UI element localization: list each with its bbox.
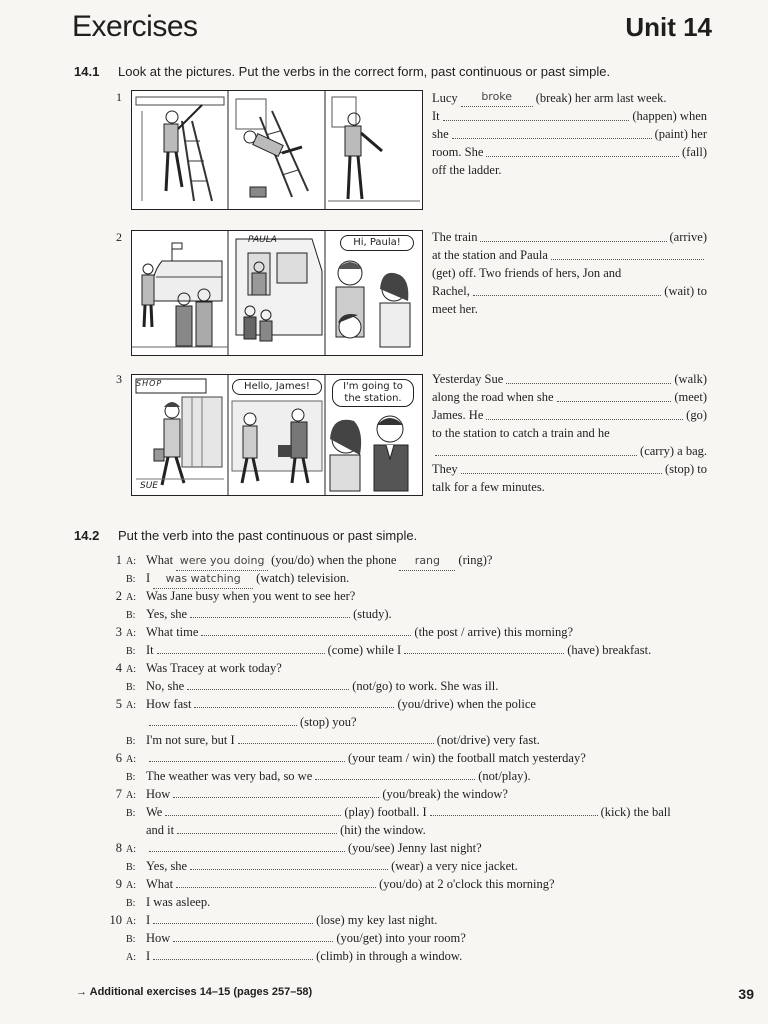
dialogue-text: (come) while I: [327, 643, 402, 657]
story-text: The train: [432, 230, 478, 244]
speaker-label: B:: [126, 862, 136, 873]
dialogue-row: [108, 551, 708, 569]
dialogue-row: [108, 803, 708, 821]
dialogue-text: (lose) my key last night.: [316, 913, 438, 927]
story-text: (go): [686, 408, 707, 422]
dialogue-text: (the post / arrive) this morning?: [414, 625, 574, 639]
story-text: (meet): [674, 390, 707, 404]
speaker-label: B:: [126, 934, 136, 945]
exercise-number: 14.1: [74, 64, 100, 79]
story-text: Rachel,: [432, 284, 470, 298]
story-text: It: [432, 109, 440, 123]
story-text: Lucy: [432, 91, 458, 105]
story-line: [432, 161, 707, 179]
dialogue-text: I: [146, 949, 151, 963]
question-number: 5: [115, 697, 122, 711]
speech-bubble: Hello, James!: [232, 379, 322, 395]
answer-blank[interactable]: [190, 605, 350, 618]
story-text: (arrive): [669, 230, 707, 244]
dialogue-text: (stop) you?: [300, 715, 357, 729]
answer-example: was watching: [153, 570, 253, 589]
answer-blank[interactable]: [201, 623, 411, 636]
dialogue-row: [108, 731, 708, 749]
dialogue-text: What: [146, 877, 174, 891]
answer-blank[interactable]: [473, 294, 661, 296]
dialogue-text: How: [146, 931, 171, 945]
speech-bubble: I'm going to the station.: [332, 379, 414, 407]
shop-sign: SHOP: [136, 379, 163, 388]
story-line: [432, 370, 707, 388]
story-line: [432, 388, 707, 406]
picture-strip-3: [131, 374, 423, 496]
dialogue-row: [108, 623, 708, 641]
story-line: [432, 424, 707, 442]
dialogue-text: I: [146, 571, 151, 585]
answer-blank[interactable]: [404, 641, 564, 654]
dialogue-text: I was asleep.: [146, 895, 211, 909]
answer-blank[interactable]: [149, 839, 345, 852]
dialogue-text: The weather was very bad, so we: [146, 769, 313, 783]
speaker-label: A:: [126, 952, 136, 963]
speaker-label: A:: [126, 844, 136, 855]
story-line: [432, 143, 707, 161]
dialogue-row: [108, 749, 708, 767]
speaker-label: B:: [126, 682, 136, 693]
dialogue-row: [108, 929, 708, 947]
dialogue-text: (hit) the window.: [340, 823, 426, 837]
story-text: she: [432, 127, 449, 141]
story-text: They: [432, 462, 458, 476]
answer-blank[interactable]: [443, 119, 630, 121]
answer-blank[interactable]: [157, 641, 325, 654]
speaker-label: B:: [126, 808, 136, 819]
answer-blank[interactable]: [461, 472, 662, 474]
dialogue-text: (not/play).: [478, 769, 531, 783]
story-text: talk for a few minutes.: [432, 480, 545, 494]
question-number: 8: [115, 841, 122, 855]
story-line: [432, 107, 707, 125]
dialogue-text: (you/drive) when the police: [397, 697, 536, 711]
story-line: [432, 300, 707, 318]
unit-label: Unit 14: [625, 12, 712, 42]
question-number: 2: [115, 589, 122, 603]
dialogue-row: [108, 695, 708, 713]
picture-strip-1: [131, 90, 423, 210]
dialogue-row: [108, 569, 708, 587]
additional-exercises-link[interactable]: → Additional exercises 14–15 (pages 257–58): [76, 986, 313, 998]
answer-blank[interactable]: [430, 803, 598, 816]
dialogue-row: [108, 821, 708, 839]
dialogue-text: What: [146, 553, 174, 567]
dialogue-text: It: [146, 643, 154, 657]
answer-example: were you doing: [176, 552, 268, 571]
story-line: [432, 264, 707, 282]
dialogue-text: (you/see) Jenny last night?: [348, 841, 482, 855]
dialogue-row: [108, 893, 708, 911]
answer-blank[interactable]: [452, 137, 652, 139]
answer-blank[interactable]: [176, 875, 376, 888]
dialogue-text: (not/drive) very fast.: [436, 733, 540, 747]
story-text: off the ladder.: [432, 163, 502, 177]
answer-blank[interactable]: [187, 677, 349, 690]
story-text: James. He: [432, 408, 484, 422]
question-number: 3: [115, 625, 122, 639]
dialogue-text: (you/do) when the phone: [271, 553, 397, 567]
answer-blank[interactable]: [173, 929, 333, 942]
dialogue-text: (you/get) into your room?: [336, 931, 466, 945]
answer-blank[interactable]: [177, 821, 337, 834]
dialogue-text: (watch) television.: [256, 571, 350, 585]
speaker-label: A:: [126, 790, 136, 801]
story-text: along the road when she: [432, 390, 554, 404]
story-line: [432, 88, 707, 107]
train-sign: PAULA: [248, 235, 277, 245]
dialogue-row: [108, 947, 708, 965]
story-text: to the station to catch a train and he: [432, 426, 610, 440]
dialogue-row: [108, 767, 708, 785]
dialogue-text: We: [146, 805, 163, 819]
dialogue-row: [108, 857, 708, 875]
dialogue-text: Yes, she: [146, 859, 188, 873]
story-text: (wait) to: [664, 284, 707, 298]
story-text: (paint) her: [654, 127, 707, 141]
answer-blank[interactable]: [315, 767, 475, 780]
dialogue-text: (kick) the ball: [600, 805, 671, 819]
speaker-label: B:: [126, 574, 136, 585]
dialogue-text: (you/do) at 2 o'clock this morning?: [379, 877, 555, 891]
question-number: 10: [109, 913, 122, 927]
answer-blank[interactable]: [165, 803, 341, 816]
dialogue-text: How: [146, 787, 171, 801]
story-3: [432, 370, 707, 496]
story-1: [432, 88, 707, 179]
question-number: 4: [115, 661, 122, 675]
answer-blank[interactable]: [173, 785, 379, 798]
dialogue-text: (climb) in through a window.: [316, 949, 463, 963]
dialogue-row: [108, 587, 708, 605]
story-text: at the station and Paula: [432, 248, 548, 262]
question-number: 6: [115, 751, 122, 765]
exercise-instruction: Look at the pictures. Put the verbs in the correct form, past continuous or past simple.: [118, 64, 611, 79]
answer-blank[interactable]: [551, 258, 704, 260]
story-line: [432, 460, 707, 478]
answer-blank[interactable]: [153, 911, 313, 924]
speaker-label: B:: [126, 898, 136, 909]
speaker-label: A:: [126, 592, 136, 603]
answer-blank[interactable]: [506, 382, 671, 384]
story-text: Yesterday Sue: [432, 372, 504, 386]
dialogue-text: (wear) a very nice jacket.: [391, 859, 518, 873]
speaker-label: A:: [126, 628, 136, 639]
dialogue-row: [108, 677, 708, 695]
story-line: [432, 125, 707, 143]
story-line: [432, 406, 707, 424]
answer-blank[interactable]: [149, 749, 345, 762]
dialogue-text: I'm not sure, but I: [146, 733, 235, 747]
question-number: 1: [115, 553, 122, 567]
page-title: Exercises: [72, 10, 198, 43]
dialogue-row: [108, 785, 708, 803]
story-line: [432, 228, 707, 246]
dialogue-row: [108, 911, 708, 929]
answer-blank[interactable]: [557, 400, 672, 402]
speaker-label: A:: [126, 916, 136, 927]
story-text: (carry) a bag.: [640, 444, 707, 458]
speaker-label: B:: [126, 646, 136, 657]
exercise-14-2-heading: [74, 528, 417, 543]
speaker-label: A:: [126, 556, 136, 567]
character-label: SUE: [140, 481, 158, 491]
item-number: 3: [116, 372, 122, 386]
dialogue-text: (not/go) to work. She was ill.: [352, 679, 499, 693]
dialogue-text: and it: [146, 823, 175, 837]
answer-example: broke: [461, 88, 533, 107]
dialogue-text: (ring)?: [458, 553, 493, 567]
answer-blank[interactable]: [190, 857, 388, 870]
question-number: 9: [115, 877, 122, 891]
answer-blank[interactable]: [435, 454, 637, 456]
dialogue-row: [108, 641, 708, 659]
page-number: 39: [738, 986, 754, 1002]
dialogue-row: [108, 605, 708, 623]
dialogue-text: What time: [146, 625, 199, 639]
answer-blank[interactable]: [194, 695, 394, 708]
dialogue-row: [108, 713, 708, 731]
dialogue-row: [108, 875, 708, 893]
speech-bubble: Hi, Paula!: [340, 235, 414, 251]
story-line: [432, 442, 707, 460]
answer-example: rang: [399, 552, 455, 571]
speaker-label: B:: [126, 736, 136, 747]
speaker-label: A:: [126, 700, 136, 711]
speaker-label: A:: [126, 664, 136, 675]
answer-blank[interactable]: [238, 731, 434, 744]
answer-blank[interactable]: [149, 713, 297, 726]
speaker-label: A:: [126, 754, 136, 765]
story-text: room. She: [432, 145, 484, 159]
dialogue-text: (you/break) the window?: [382, 787, 508, 801]
story-text: (get) off. Two friends of hers, Jon and: [432, 266, 622, 280]
answer-blank[interactable]: [486, 418, 683, 420]
dialogue-text: (study).: [353, 607, 392, 621]
answer-blank[interactable]: [153, 947, 313, 960]
story-text: meet her.: [432, 302, 478, 316]
story-line: [432, 282, 707, 300]
exercise-14-1-heading: [74, 64, 610, 79]
dialogue-text: How fast: [146, 697, 192, 711]
dialogue-row: [108, 659, 708, 677]
dialogue-text: I: [146, 913, 151, 927]
exercise-number: 14.2: [74, 528, 100, 543]
dialogue-text: (have) breakfast.: [567, 643, 652, 657]
dialogue-text: (play) football. I: [344, 805, 427, 819]
story-text: (happen) when: [632, 109, 707, 123]
item-number: 2: [116, 230, 122, 244]
dialogue-text: Yes, she: [146, 607, 188, 621]
picture-strip-2: [131, 230, 423, 356]
story-text: (break) her arm last week.: [535, 91, 667, 105]
answer-blank[interactable]: [486, 155, 679, 157]
dialogue-text: Was Jane busy when you went to see her?: [146, 589, 356, 603]
story-line: [432, 478, 707, 496]
story-2: [432, 228, 707, 318]
answer-blank[interactable]: [480, 240, 666, 242]
dialogue-row: [108, 839, 708, 857]
dialogue-text: Was Tracey at work today?: [146, 661, 282, 675]
speaker-label: B:: [126, 610, 136, 621]
exercise-instruction: Put the verb into the past continuous or past simple.: [118, 528, 418, 543]
dialogue-text: (your team / win) the football match yesterday?: [348, 751, 586, 765]
story-line: [432, 246, 707, 264]
question-number: 7: [115, 787, 122, 801]
story-text: (fall): [682, 145, 707, 159]
story-text: (walk): [674, 372, 707, 386]
dialogue-text: No, she: [146, 679, 185, 693]
item-number: 1: [116, 90, 122, 104]
speaker-label: A:: [126, 880, 136, 891]
speaker-label: B:: [126, 772, 136, 783]
story-text: (stop) to: [664, 462, 707, 476]
